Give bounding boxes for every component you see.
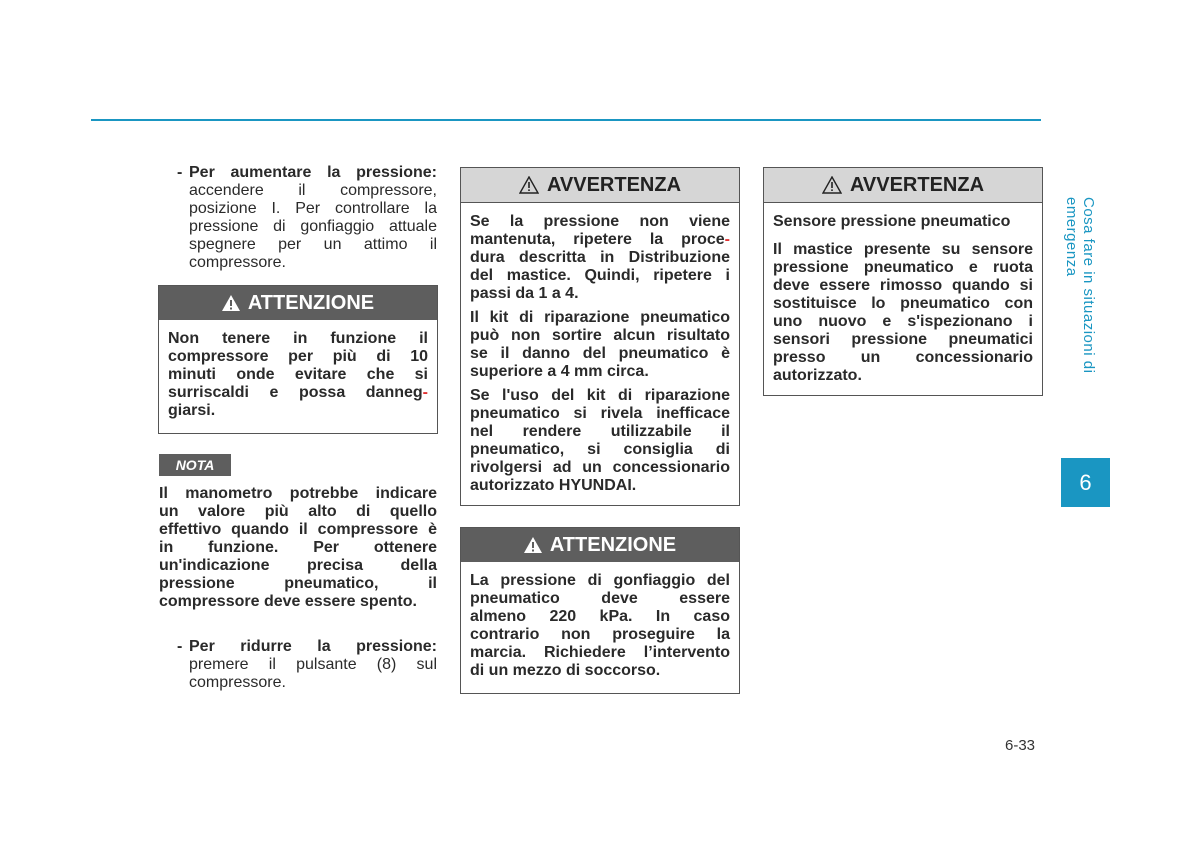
text-line: pressione pneumatico, il <box>159 575 437 592</box>
bullet-increase-pressure <box>159 164 437 272</box>
text-line: pneumatico si rivela inefficace <box>470 405 730 422</box>
bullet-title: Per ridurre la pressione: <box>189 638 437 655</box>
text-line: rivolgersi ad un concessionario <box>470 459 730 476</box>
text-line: passi da 1 a 4. <box>470 285 579 302</box>
text-line: in funzione. Per ottenere <box>159 539 437 556</box>
text-line: giarsi. <box>168 402 216 419</box>
box-header <box>764 168 1042 203</box>
bullet-title: Per aumentare la pressione: <box>189 164 437 181</box>
section-title: Cosa fare in situazioni di emergenza <box>1063 197 1097 374</box>
avvertenza-box-sensor <box>763 167 1043 396</box>
text-line: può non sortire alcun risultato <box>470 327 730 344</box>
text-line: del mastice. Quindi, ripetere i <box>470 267 730 284</box>
box-body <box>159 320 437 420</box>
text-line: pressione di gonfiaggio attuale <box>189 218 437 235</box>
box-heading: AVVERTENZA <box>849 173 985 196</box>
text-line: spegnere per un attimo il <box>189 236 437 253</box>
text-line-hyphenated <box>470 231 730 249</box>
text-line: premere il pulsante (8) sul <box>189 656 437 673</box>
attenzione-box-pressure <box>460 527 740 694</box>
nota-label: NOTA <box>159 454 231 476</box>
bullet-dash: - <box>177 638 183 655</box>
box-header <box>461 528 739 562</box>
box-heading: AVVERTENZA <box>546 173 682 196</box>
warning-triangle-icon <box>524 537 542 553</box>
text-line: un'indicazione precisa della <box>159 557 437 574</box>
text-line: deve essere rimosso quando si <box>773 277 1033 294</box>
chapter-tab: 6 <box>1061 458 1110 507</box>
text-line: autorizzato HYUNDAI. <box>470 477 637 494</box>
text-line: superiore a 4 mm circa. <box>470 363 649 380</box>
text-line: pneumatico deve essere <box>470 590 730 607</box>
warning-triangle-icon <box>822 176 842 194</box>
text-line: compressore deve essere spento. <box>159 593 417 610</box>
warning-triangle-icon <box>222 295 240 311</box>
text-line: surriscaldi e possa danneg <box>168 384 423 401</box>
page-number: 6-33 <box>1005 737 1036 754</box>
box-header <box>461 168 739 203</box>
text-line: Il manometro potrebbe indicare <box>159 485 437 502</box>
text-line: Il kit di riparazione pneumatico <box>470 309 730 326</box>
text-line: effettivo quando il compressore è <box>159 521 437 538</box>
text-line: marcia. Richiedere l’intervento <box>470 644 730 661</box>
hyphen-mark: - <box>422 384 428 401</box>
text-line: pressione pneumatico e ruota <box>773 259 1033 276</box>
text-line: Non tenere in funzione il <box>168 330 428 347</box>
text-line: contrario non proseguire la <box>470 626 730 643</box>
box-body <box>461 562 739 680</box>
text-line: accendere il compressore, <box>189 182 437 199</box>
text-line: se il danno del pneumatico è <box>470 345 730 362</box>
text-line: dura descritta in Distribuzione <box>470 249 730 266</box>
hyphen-mark: - <box>724 231 730 248</box>
text-line: autorizzato. <box>773 367 862 384</box>
text-line: compressore. <box>189 254 286 271</box>
text-line: compressore per più di 10 <box>168 348 428 365</box>
text-line: compressore. <box>189 674 286 691</box>
box-subtitle: Sensore pressione pneumatico <box>773 213 1011 230</box>
bullet-reduce-pressure <box>159 638 437 692</box>
text-line: minuti onde evitare che si <box>168 366 428 383</box>
box-body <box>461 203 739 495</box>
text-line: Se l'uso del kit di riparazione <box>470 387 730 404</box>
avvertenza-box-repair <box>460 167 740 506</box>
text-line: uno nuovo e s'ispezionano i <box>773 313 1033 330</box>
text-line: di un mezzo di soccorso. <box>470 662 661 679</box>
attenzione-box-compressor <box>158 285 438 434</box>
box-heading: ATTENZIONE <box>247 291 375 314</box>
box-header <box>159 286 437 320</box>
text-line: mantenuta, ripetere la proce <box>470 231 725 248</box>
paragraph <box>470 213 730 303</box>
text-line: sensori pressione pneumatici <box>773 331 1033 348</box>
box-body <box>764 203 1042 385</box>
box-heading: ATTENZIONE <box>549 533 677 556</box>
nota-text <box>159 485 437 611</box>
text-line: presso un concessionario <box>773 349 1033 366</box>
text-line: almeno 220 kPa. In caso <box>470 608 730 625</box>
paragraph <box>470 387 730 495</box>
warning-triangle-icon <box>519 176 539 194</box>
header-rule <box>91 119 1041 121</box>
text-line: sostituisce lo pneumatico con <box>773 295 1033 312</box>
text-line: Il mastice presente su sensore <box>773 241 1033 258</box>
text-line: posizione I. Per controllare la <box>189 200 437 217</box>
text-line: nel rendere utilizzabile il <box>470 423 730 440</box>
bullet-dash: - <box>177 164 183 181</box>
text-line: un valore più alto di quello <box>159 503 437 520</box>
text-line: Se la pressione non viene <box>470 213 730 230</box>
text-line-hyphenated <box>168 384 428 402</box>
text-line: pneumatico, si consiglia di <box>470 441 730 458</box>
text-line: La pressione di gonfiaggio del <box>470 572 730 589</box>
paragraph <box>470 309 730 381</box>
